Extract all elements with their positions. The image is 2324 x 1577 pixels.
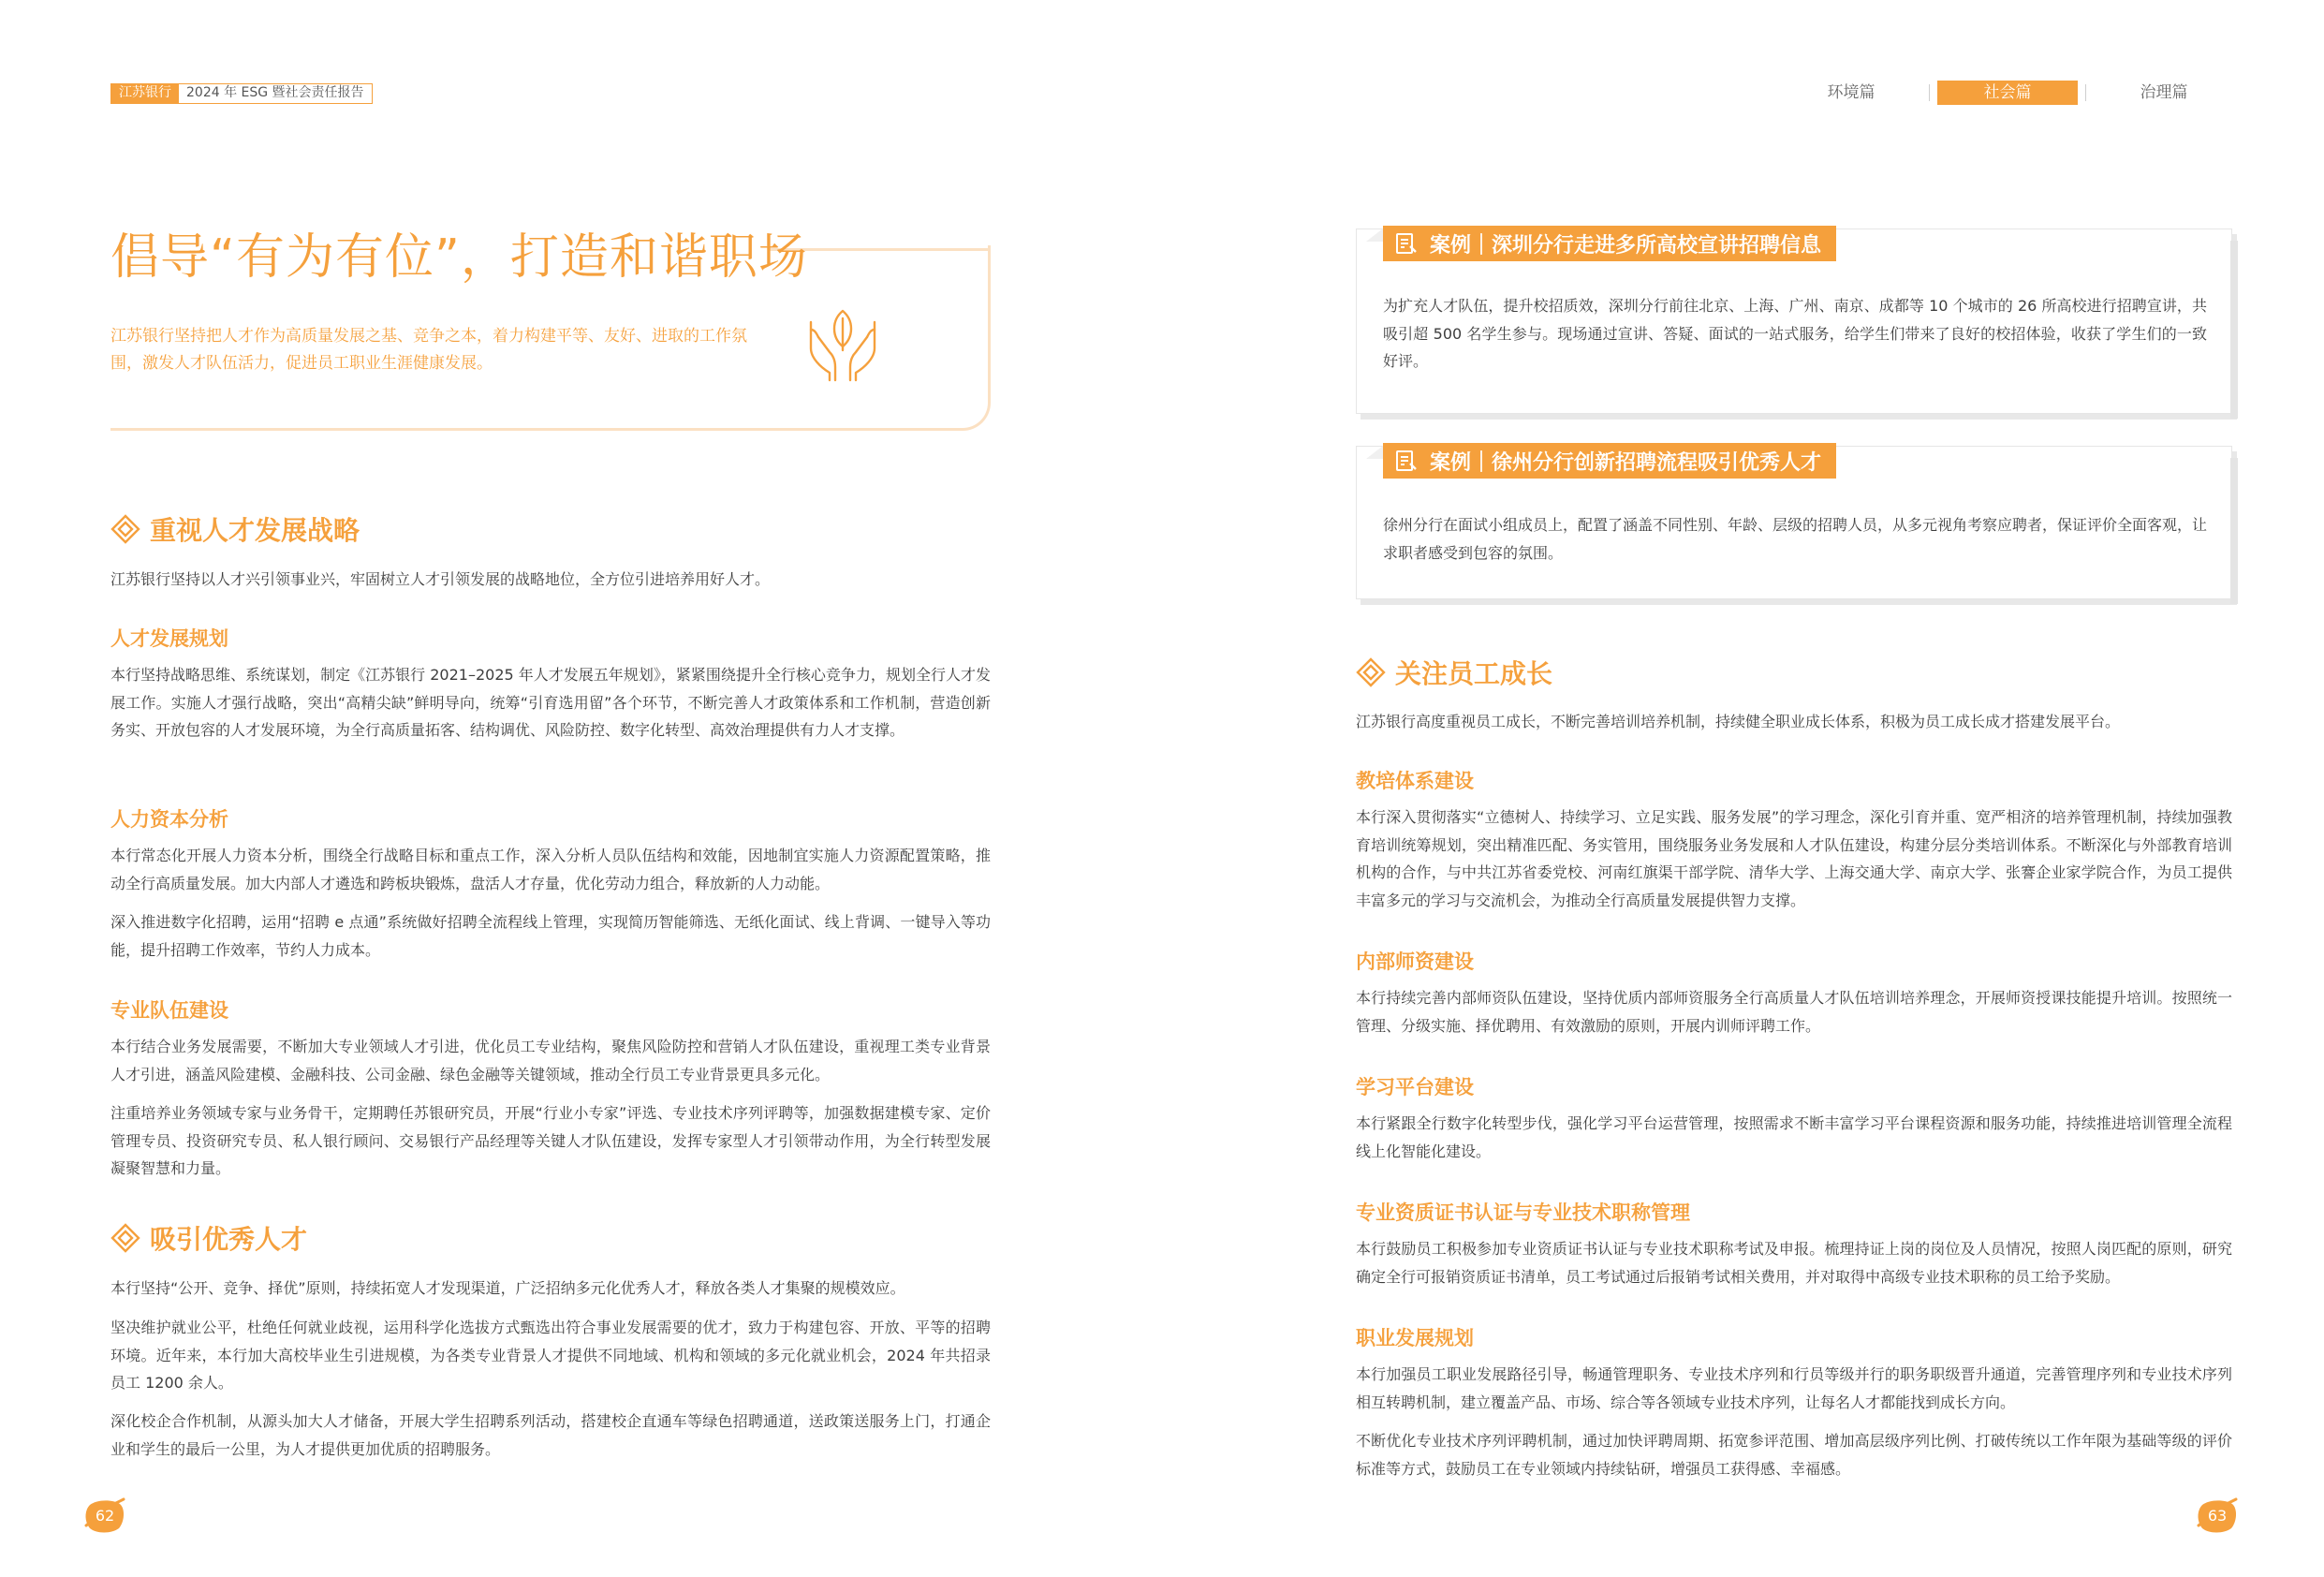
case-header (1383, 443, 1836, 479)
page-number: 63 (2207, 1507, 2228, 1525)
diamond-icon (110, 514, 140, 544)
nav-divider (2085, 84, 2086, 101)
sub-heading: 人力资本分析 (110, 808, 228, 831)
section-heading (1356, 654, 1552, 691)
page-number-right (2197, 1497, 2238, 1535)
paragraph: 本行紧跟全行数字化转型步伐，强化学习平台运营管理，按照需求不断丰富学习平台课程资源和服务功能，持续推进培训管理全流程线上化智能化建设。 (1356, 1114, 2232, 1160)
section-heading (110, 510, 360, 548)
paragraph: 江苏银行坚持以人才兴引领事业兴，牢固树立人才引领发展的战略地位，全方位引进培养用好人才。 (110, 570, 771, 588)
sub-heading: 专业资质证书认证与专业技术职称管理 (1356, 1201, 1690, 1224)
page-number-left (84, 1497, 125, 1535)
hands-leaf-icon (803, 302, 882, 382)
case-title: 案例｜深圳分行走进多所高校宣讲招聘信息 (1430, 233, 1822, 258)
paragraph: 本行结合业务发展需要，不断加大专业领域人才引进，优化员工专业结构，聚焦风险防控和营销人才队伍建设，重视理工类专业背景人才引进，涵盖风险建模、金融科技、公司金融、绿色金融等关键领域，推动全行员工专业背景更具多元化。 (110, 1038, 991, 1083)
sub-heading: 职业发展规划 (1356, 1327, 1474, 1349)
section-title: 重视人才发展战略 (150, 515, 360, 546)
tab-environment[interactable]: 环境篇 (1827, 83, 1875, 102)
page-number: 62 (95, 1507, 115, 1525)
paragraph: 本行加强员工职业发展路径引导，畅通管理职务、专业技术序列和行员等级并行的职务职级晋升通道，完善管理序列和专业技术序列相互转聘机制，建立覆盖产品、市场、综合等各领域专业技术序列，让每名人才都能找到成长方向。 (1356, 1365, 2232, 1411)
report-title: 2024 年 ESG 暨社会责任报告 (186, 85, 364, 100)
case-fold (2230, 458, 2238, 604)
paragraph: 本行鼓励员工积极参加专业资质证书认证与专业技术职称考试及申报。梳理持证上岗的岗位及人员情况，按照人岗匹配的原则，研究确定全行可报销资质证书清单，员工考试通过后报销考试相关费用，并对取得中高级专业技术职称的员工给予奖励。 (1356, 1240, 2232, 1286)
paragraph: 本行坚持“公开、竞争、择优”原则，持续拓宽人才发现渠道，广泛招纳多元化优秀人才，释放各类人才集聚的规模效应。 (110, 1279, 905, 1297)
chapter-nav (1781, 81, 2234, 105)
sub-heading: 内部师资建设 (1356, 951, 1474, 973)
paragraph: 本行坚持战略思维、系统谋划，制定《江苏银行 2021–2025 年人才发展五年规划》，紧紧围绕提升全行核心竞争力，规划全行人才发展工作。实施人才强行战略，突出“高精尖缺”鲜明导向，统筹“引育选用留”各个环节，不断完善人才政策体系和工作机制，营造创新务实、开放包容的人才发展环境，为全行高质量拓客、结构调优、风险防控、数字化转型、高效治理提供有力人才支撑。 (110, 666, 991, 739)
paragraph: 深入推进数字化招聘，运用“招聘 e 点通”系统做好招聘全流程线上管理，实现简历智能筛选、无纸化面试、线上背调、一键导入等功能，提升招聘工作效率，节约人力成本。 (110, 913, 991, 959)
document-icon (1394, 449, 1419, 473)
tab-governance[interactable]: 治理篇 (2140, 83, 2188, 102)
diamond-icon (110, 1223, 140, 1253)
paragraph: 坚决维护就业公平，杜绝任何就业歧视，运用科学化选拔方式甄选出符合事业发展需要的优才，致力于构建包容、开放、平等的招聘环境。近年来，本行加大高校毕业生引进规模，为各类专业背景人才提供不同地域、机构和领域的多元化就业机会，2024 年共招录员工 1200 余人。 (110, 1319, 991, 1392)
paragraph: 深化校企合作机制，从源头加大人才储备，开展大学生招聘系列活动，搭建校企直通车等绿色招聘通道，送政策送服务上门，打通企业和学生的最后一公里，为人才提供更加优质的招聘服务。 (110, 1412, 991, 1458)
paragraph: 本行深入贯彻落实“立德树人、持续学习、立足实践、服务发展”的学习理念，深化引育并重、宽严相济的培养管理机制，持续加强教育培训统筹规划，突出精准匹配、务实管用，围绕服务业务发展和人才队伍建设，构建分层分类培训体系。不断深化与外部教育培训机构的合作，与中共江苏省委党校、河南红旗渠干部学院、清华大学、上海交通大学、南京大学、张謇企业家学院合作，为员工提供丰富多元的学习与交流机会，为推动全行高质量发展提供智力支撑。 (1356, 808, 2232, 909)
case-fold (2230, 241, 2238, 419)
paragraph: 不断优化专业技术序列评聘机制，通过加快评聘周期、拓宽参评范围、增加高层级序列比例、打破传统以工作年限为基础等级的评价标准等方式，鼓励员工在专业领域内持续钻研，增强员工获得感、幸福感。 (1356, 1432, 2232, 1478)
diamond-icon (1356, 657, 1386, 687)
section-heading (110, 1219, 307, 1257)
document-icon (1394, 231, 1419, 256)
case-title: 案例｜徐州分行创新招聘流程吸引优秀人才 (1430, 450, 1822, 475)
sub-heading: 人才发展规划 (110, 627, 228, 650)
case-body: 徐州分行在面试小组成员上，配置了涵盖不同性别、年龄、层级的招聘人员，从多元视角考察应聘者，保证评价全面客观，让求职者感受到包容的氛围。 (1383, 516, 2208, 562)
paragraph: 江苏银行高度重视员工成长，不断完善培训培养机制，持续健全职业成长体系，积极为员工成长成才搭建发展平台。 (1356, 713, 2121, 730)
page-title: 倡导“有为有位”，打造和谐职场 (110, 229, 808, 286)
nav-divider (1929, 84, 1930, 101)
brand-name: 江苏银行 (111, 84, 179, 103)
paragraph: 本行常态化开展人力资本分析，围绕全行战略目标和重点工作，深入分析人员队伍结构和效能，因地制宜实施人力资源配置策略，推动全行高质量发展。加大内部人才遴选和跨板块锻炼，盘活人才存量，优化劳动力组合，释放新的人力动能。 (110, 847, 991, 892)
sub-heading: 教培体系建设 (1356, 770, 1474, 792)
sub-heading: 学习平台建设 (1356, 1076, 1474, 1098)
report-brand (110, 83, 373, 104)
paragraph: 本行持续完善内部师资队伍建设，坚持优质内部师资服务全行高质量人才队伍培训培养理念，开展师资授课技能提升培训。按照统一管理、分级实施、择优聘用、有效激励的原则，开展内训师评聘工作。 (1356, 989, 2232, 1035)
sub-heading: 专业队伍建设 (110, 999, 228, 1022)
paragraph: 注重培养业务领域专家与业务骨干，定期聘任苏银研究员，开展“行业小专家”评选、专业技术序列评聘等，加强数据建模专家、定价管理专员、投资研究专员、私人银行顾问、交易银行产品经理等关键人才队伍建设，发挥专家型人才引领带动作用，为全行转型发展凝聚智慧和力量。 (110, 1104, 991, 1177)
section-title: 关注员工成长 (1395, 658, 1553, 689)
page-intro: 江苏银行坚持把人才作为高质量发展之基、竞争之本，着力构建平等、友好、进取的工作氛围，激发人才队伍活力，促进员工职业生涯健康发展。 (110, 327, 747, 373)
case-body: 为扩充人才队伍，提升校招质效，深圳分行前往北京、上海、广州、南京、成都等 10 个城市的 26 所高校进行招聘宣讲，共吸引超 500 名学生参与。现场通过宣讲、答疑、面试的一站式服务，给学生们带来了良好的校招体验，收获了学生们的一致好评。 (1383, 297, 2207, 370)
section-title: 吸引优秀人才 (150, 1224, 308, 1255)
case-header (1383, 226, 1836, 261)
tab-social[interactable]: 社会篇 (1937, 81, 2078, 105)
